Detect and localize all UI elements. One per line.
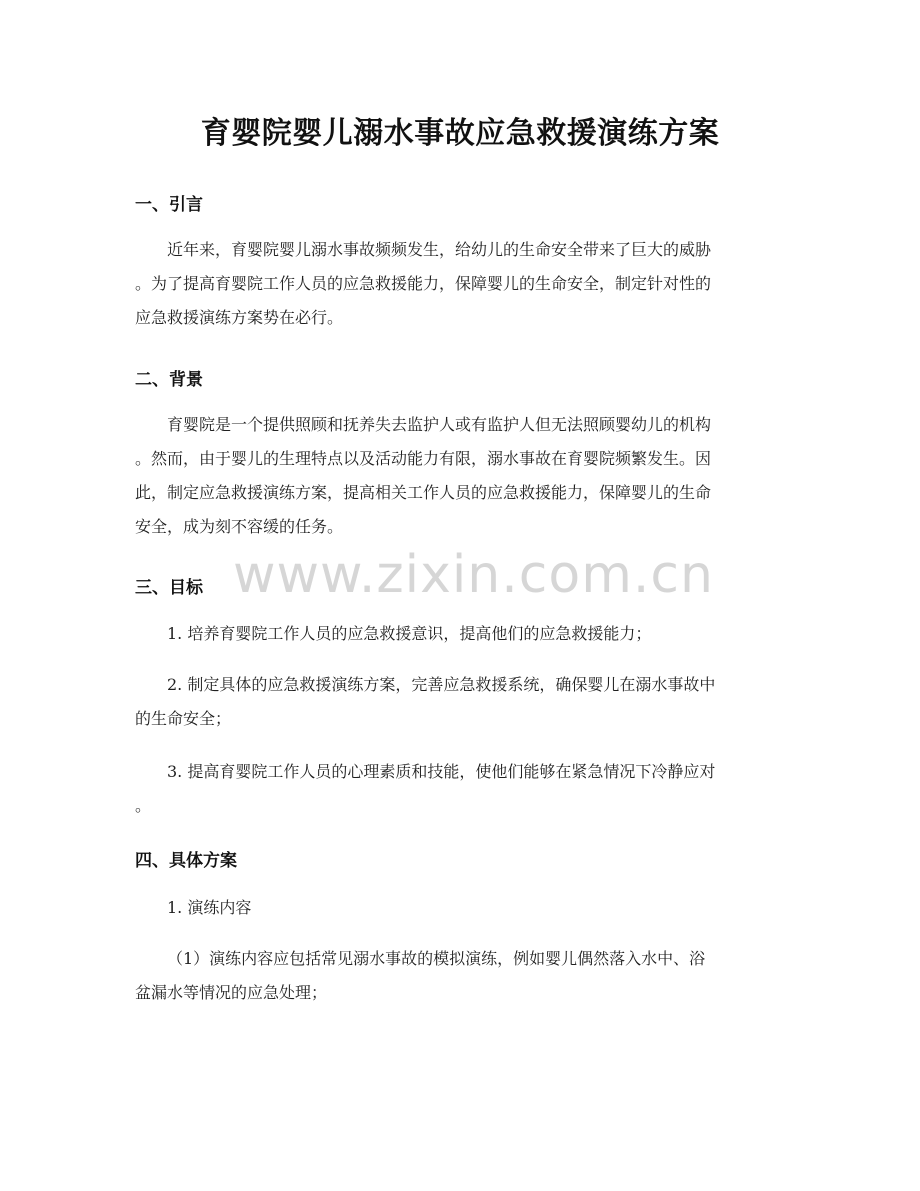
goals-item-3-line-2: 。 <box>135 796 152 815</box>
section-heading-intro: 一、引言 <box>135 195 203 215</box>
background-line-2: 。然而，由于婴儿的生理特点以及活动能力有限，溺水事故在育婴院频繁发生。因 <box>135 449 712 468</box>
intro-line-2: 。为了提高育婴院工作人员的应急救援能力，保障婴儿的生命安全，制定针对性的 <box>135 274 712 293</box>
background-paragraph <box>135 408 787 544</box>
document-title: 育婴院婴儿溺水事故应急救援演练方案 <box>200 116 720 151</box>
plan-item-1-line-1: （1）演练内容应包括常见溺水事故的模拟演练，例如婴儿偶然落入水中、浴 <box>167 949 706 968</box>
goals-item-1-text: 1. 培养育婴院工作人员的应急救援意识，提高他们的应急救援能力； <box>167 624 652 643</box>
intro-line-3: 应急救援演练方案势在必行。 <box>135 308 344 327</box>
plan-subheading-1 <box>135 891 787 925</box>
goals-item-3-line-1: 3. 提高育婴院工作人员的心理素质和技能，使他们能够在紧急情况下冷静应对 <box>167 762 716 781</box>
goals-item-2-line-2: 的生命安全； <box>135 709 232 728</box>
background-line-1: 育婴院是一个提供照顾和抚养失去监护人或有监护人但无法照顾婴幼儿的机构 <box>167 415 712 434</box>
goals-item-3 <box>135 755 787 823</box>
intro-paragraph <box>135 233 787 335</box>
plan-item-1-line-2: 盆漏水等情况的应急处理； <box>135 983 328 1002</box>
goals-item-2-line-1: 2. 制定具体的应急救援演练方案，完善应急救援系统，确保婴儿在溺水事故中 <box>167 675 716 694</box>
section-heading-goals: 三、目标 <box>135 578 203 598</box>
watermark: www.zixin.com.cn <box>233 545 714 605</box>
section-heading-plan: 四、具体方案 <box>135 851 237 871</box>
goals-item-2 <box>135 668 787 736</box>
plan-item-1 <box>135 942 787 1010</box>
section-heading-background: 二、背景 <box>135 370 203 390</box>
goals-item-1 <box>135 617 787 651</box>
background-line-4: 安全，成为刻不容缓的任务。 <box>135 517 344 536</box>
plan-subheading-1-text: 1. 演练内容 <box>167 898 252 917</box>
background-line-3: 此，制定应急救援演练方案，提高相关工作人员的应急救援能力，保障婴儿的生命 <box>135 483 712 502</box>
intro-line-1: 近年来，育婴院婴儿溺水事故频频发生，给幼儿的生命安全带来了巨大的威胁 <box>167 240 712 259</box>
